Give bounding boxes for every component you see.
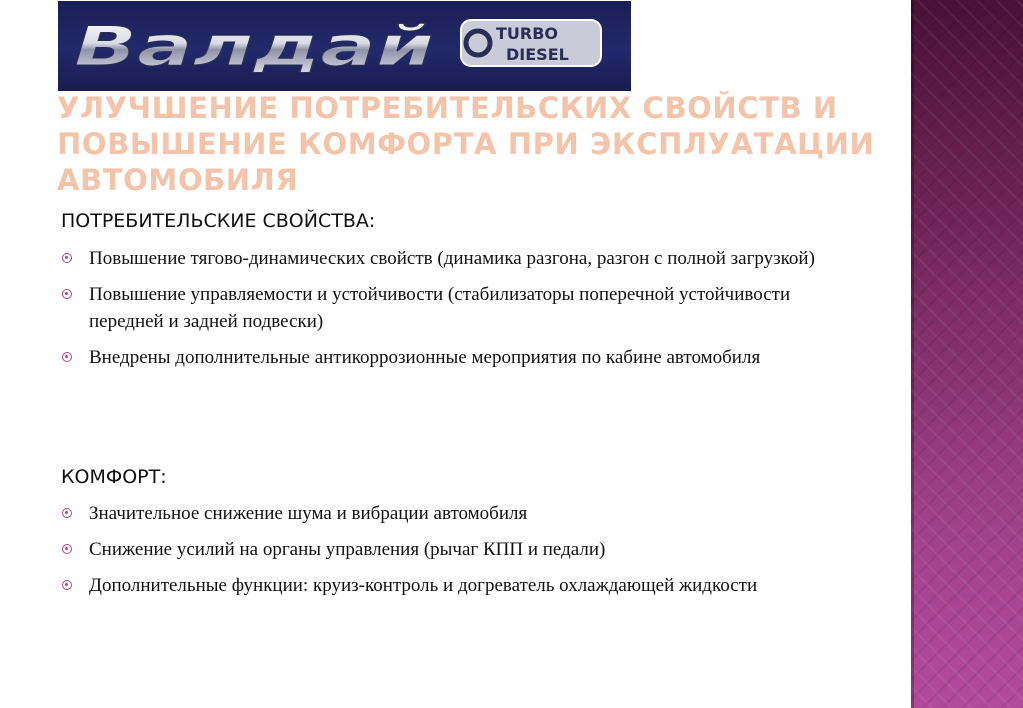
comfort-list xyxy=(61,500,851,608)
list-item-text: Повышение управляемости и устойчивости (стабилизаторы поперечной устойчивости передней и задней подвески) xyxy=(89,284,791,332)
list-item xyxy=(61,500,851,527)
list-item xyxy=(61,536,851,563)
decorative-side-panel xyxy=(911,0,1023,708)
badge-diesel-text: DIESEL xyxy=(506,45,569,64)
list-item-text: Значительное снижение шума и вибрации автомобиля xyxy=(89,503,528,524)
bullet-icon xyxy=(62,544,72,554)
list-item-text: Внедрены дополнительные антикоррозионные мероприятия по кабине автомобиля xyxy=(89,347,761,368)
list-item xyxy=(61,344,851,371)
slide-title: УЛУЧШЕНИЕ ПОТРЕБИТЕЛЬСКИХ СВОЙСТВ И ПОВЫШЕНИЕ КОМФОРТА ПРИ ЭКСПЛУАТАЦИИ АВТОМОБИЛЯ xyxy=(57,91,875,197)
list-item-text: Дополнительные функции: круиз-контроль и догреватель охлаждающей жидкости xyxy=(89,575,758,596)
logo-graphic xyxy=(58,1,631,91)
list-item xyxy=(61,572,851,599)
section-heading-consumer: ПОТРЕБИТЕЛЬСКИЕ СВОЙСТВА: xyxy=(61,210,376,232)
bullet-icon xyxy=(62,508,72,518)
bullet-icon xyxy=(62,352,72,362)
section-heading-comfort: КОМФОРТ: xyxy=(61,466,167,488)
list-item-text: Повышение тягово-динамических свойств (динамика разгона, разгон с полной загрузкой) xyxy=(89,248,815,269)
bullet-icon xyxy=(62,289,72,299)
list-item xyxy=(61,281,851,335)
bullet-icon xyxy=(62,580,72,590)
bullet-icon xyxy=(62,253,72,263)
badge-turbo-text: TURBO xyxy=(496,24,559,43)
valdai-turbo-diesel-logo xyxy=(58,1,631,91)
consumer-properties-list xyxy=(61,245,851,380)
list-item-text: Снижение усилий на органы управления (рычаг КПП и педали) xyxy=(89,539,606,560)
list-item xyxy=(61,245,851,272)
logo-brand-text: Валдай xyxy=(74,15,434,78)
